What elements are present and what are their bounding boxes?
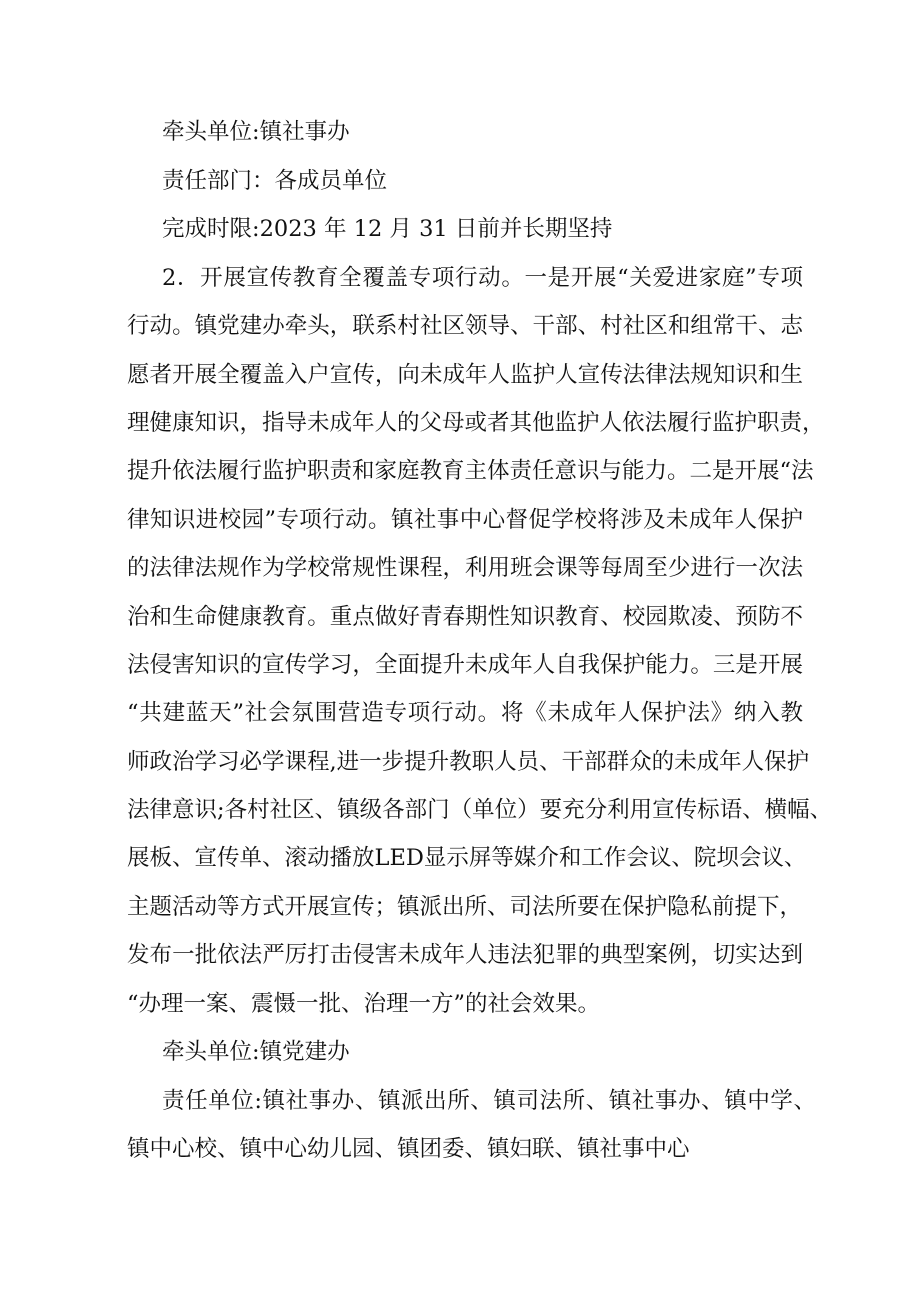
paragraph-line: 法侵害知识的宣传学习，全面提升未成年人自我保护能力。三是开展: [127, 652, 803, 678]
paragraph-line: 律知识进校园”专项行动。镇社事中心督促学校将涉及未成年人保护: [127, 507, 803, 533]
paragraph-line: 主题活动等方式开展宣传；镇派出所、司法所要在保护隐私前提下，: [127, 894, 803, 920]
paragraph-line: 的法律法规作为学校常规性课程，利用班会课等每周至少进行一次法: [127, 555, 803, 581]
paragraph-line: “共建蓝天”社会氛围营造专项行动。将《未成年人保护法》纳入教: [127, 700, 803, 726]
paragraph-line: 法律意识;各村社区、镇级各部门（单位）要充分利用宣传标语、横幅、: [127, 797, 833, 823]
paragraph-line: “办理一案、震慑一批、治理一方”的社会效果。: [127, 991, 601, 1017]
lead-unit-line: 牵头单位:镇社事办: [162, 119, 350, 145]
paragraph-line: 愿者开展全覆盖入户宣传，向未成年人监护人宣传法律法规知识和生: [127, 362, 803, 388]
deadline-line: 完成时限:2023 年 12 月 31 日前并长期坚持: [162, 216, 613, 242]
lead-unit-line: 牵头单位:镇党建办: [162, 1039, 350, 1065]
paragraph-line: 治和生命健康教育。重点做好青春期性知识教育、校园欺凌、预防不: [127, 604, 803, 630]
paragraph-line: 师政治学习必学课程,进一步提升教职人员、干部群众的未成年人保护: [127, 749, 810, 775]
paragraph-line: 提升依法履行监护职责和家庭教育主体责任意识与能力。二是开展“法: [127, 458, 814, 484]
paragraph-line: 2．开展宣传教育全覆盖专项行动。一是开展“关爱进家庭”专项: [162, 265, 803, 291]
paragraph-line: 理健康知识，指导未成年人的父母或者其他监护人依法履行监护职责，: [127, 410, 825, 436]
responsible-units-line: 责任单位:镇社事办、镇派出所、镇司法所、镇社事办、镇中学、: [162, 1088, 816, 1114]
responsible-units-line: 镇中心校、镇中心幼儿园、镇团委、镇妇联、镇社事中心: [127, 1136, 690, 1162]
paragraph-line: 展板、宣传单、滚动播放LED显示屏等媒介和工作会议、院坝会议、: [127, 845, 807, 871]
responsible-dept-line: 责任部门：各成员单位: [162, 168, 388, 194]
paragraph-line: 发布一批依法严厉打击侵害未成年人违法犯罪的典型案例，切实达到: [127, 942, 803, 968]
paragraph-line: 行动。镇党建办牵头，联系村社区领导、干部、村社区和组常干、志: [127, 313, 803, 339]
